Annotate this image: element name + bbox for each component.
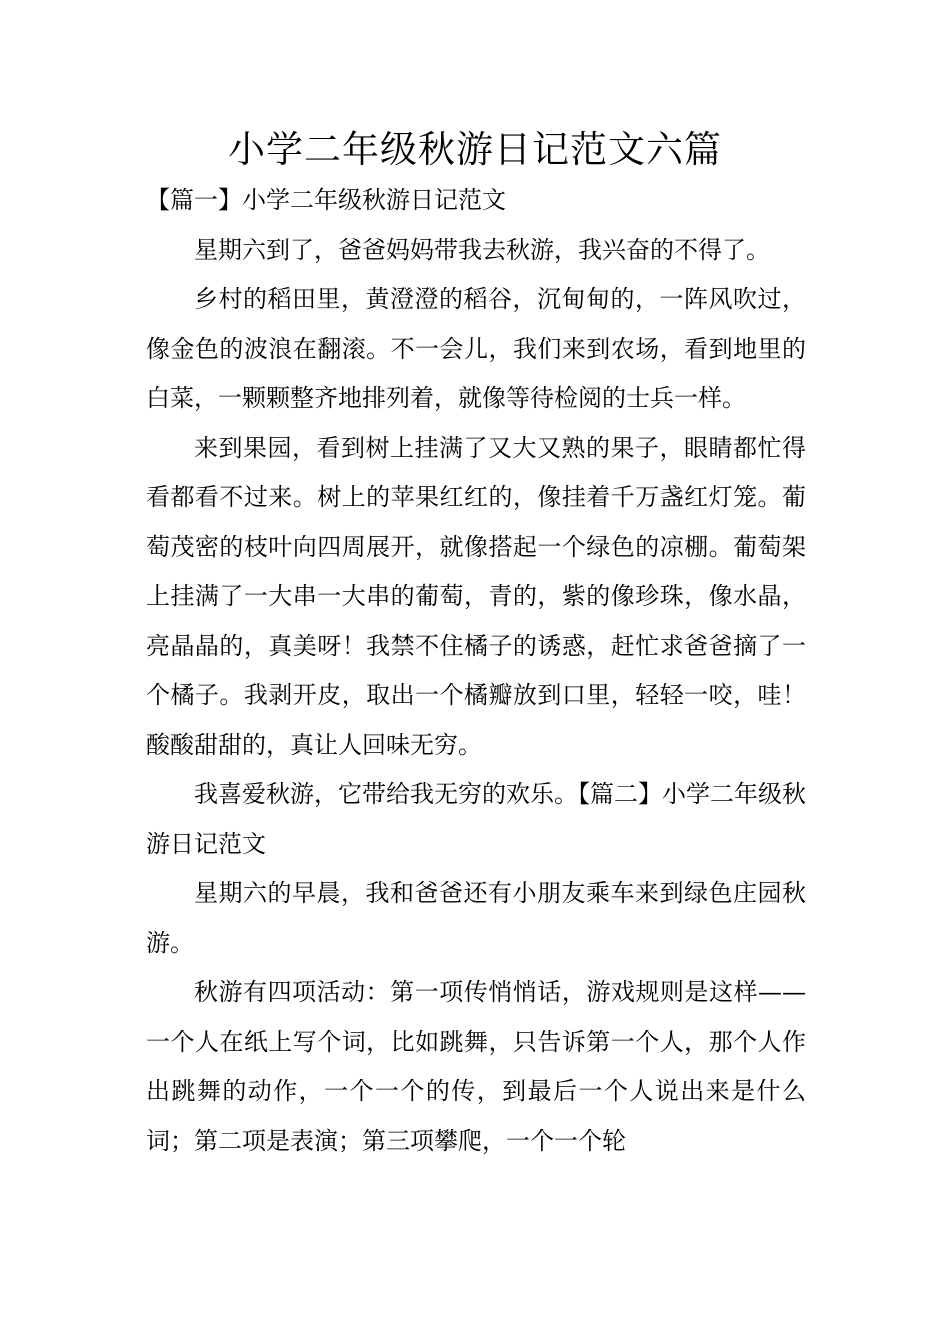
section-heading: 【篇一】小学二年级秋游日记范文 xyxy=(146,186,506,214)
paragraph: 来到果园，看到树上挂满了又大又熟的果子，眼睛都忙得看都看不过来。树上的苹果红红的，像挂着千万盏红灯笼。葡萄茂密的枝叶向四周展开，就像搭起一个绿色的凉棚。葡萄架上挂满了一大串一大串的葡萄，青的，紫的像珍珠，像水晶，亮晶晶的，真美呀！我禁不住橘子的诱惑，赶忙求爸爸摘了一个橘子。我剥开皮，取出一个橘瓣放到口里，轻轻一咬，哇！酸酸甜甜的，真让人回味无穷。 xyxy=(146,433,806,759)
paragraph: 星期六到了，爸爸妈妈带我去秋游，我兴奋的不得了。 xyxy=(194,235,770,264)
page-title: 小学二年级秋游日记范文六篇 xyxy=(228,128,722,171)
paragraph: 秋游有四项活动：第一项传悄悄话，游戏规则是这样——一个人在纸上写个词，比如跳舞，只告诉第一个人，那个人作出跳舞的动作，一个一个的传，到最后一个人说出来是什么词；第二项是表演；第三项攀爬，一个一个轮 xyxy=(146,978,806,1155)
paragraph: 我喜爱秋游，它带给我无穷的欢乐。【篇二】小学二年级秋游日记范文 xyxy=(146,780,806,858)
paragraph: 星期六的早晨，我和爸爸还有小朋友乘车来到绿色庄园秋游。 xyxy=(146,879,806,957)
paragraph: 乡村的稻田里，黄澄澄的稻谷，沉甸甸的，一阵风吹过，像金色的波浪在翻滚。不一会儿，我们来到农场，看到地里的白菜，一颗颗整齐地排列着，就像等待检阅的士兵一样。 xyxy=(146,285,806,412)
document-body xyxy=(146,176,806,1166)
